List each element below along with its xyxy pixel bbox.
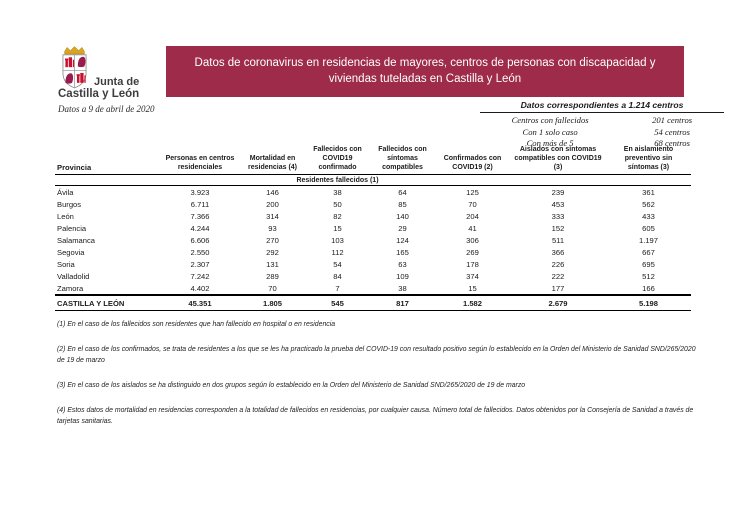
total-value-cell: 1.582	[435, 295, 510, 311]
value-cell: 667	[642, 247, 655, 257]
value-cell: 239	[551, 187, 565, 197]
value-cell: 63	[398, 259, 407, 269]
footnote: (2) En el caso de los confirmados, se trata de residentes a los que se les ha practicado la prueba del COVID-19 con resultado positivo según lo establecido en la Orden del Ministerio de Sanidad SND/265/2020 de 19 de marzo	[57, 346, 696, 364]
value-cell: 166	[642, 283, 655, 293]
summary-row-label: Centros con fallecidos	[511, 115, 589, 125]
value-cell: 85	[398, 199, 407, 209]
province-cell: Zamora	[57, 283, 84, 293]
table-row	[55, 270, 691, 282]
footnotes	[57, 320, 705, 442]
value-cell: 41	[468, 223, 477, 233]
subheader-label: Residentes fallecidos (1)	[240, 175, 435, 186]
value-cell: 2.550	[190, 247, 210, 257]
subheader-spacer	[435, 175, 691, 186]
value-cell: 3.923	[190, 187, 210, 197]
footnote: (1) En el caso de los fallecidos son residentes que han fallecido en hospital o en residencia	[57, 321, 336, 328]
value-cell: 511	[551, 235, 565, 245]
value-cell: 269	[466, 247, 479, 257]
org-name-line1: Junta de	[94, 76, 140, 88]
value-cell: 605	[642, 223, 655, 233]
province-cell: Segovia	[57, 247, 85, 257]
value-cell: 70	[268, 283, 277, 293]
value-cell: 7	[335, 283, 340, 293]
table-row	[55, 186, 691, 199]
value-cell: 82	[333, 211, 342, 221]
value-cell: 50	[333, 199, 342, 209]
value-cell: 84	[333, 271, 342, 281]
table-row	[55, 210, 691, 222]
table-row	[55, 198, 691, 210]
value-cell: 38	[398, 283, 407, 293]
total-label-cell: CASTILLA Y LEÓN	[55, 295, 160, 311]
summary-row-value: 54 centros	[654, 126, 690, 137]
value-cell: 222	[551, 271, 565, 281]
value-cell: 70	[468, 199, 477, 209]
centers-summary-row	[480, 127, 724, 139]
value-cell: 562	[642, 199, 655, 209]
centers-summary-rows	[480, 113, 724, 150]
column-header: Fallecidos con COVID19 confirmado	[305, 146, 370, 175]
title-banner	[166, 46, 684, 97]
value-cell: 124	[396, 235, 409, 245]
subheader-spacer	[55, 175, 240, 186]
value-cell: 2.307	[190, 259, 210, 269]
summary-row-label: Con más de 5	[526, 138, 574, 149]
province-cell: Valladolid	[57, 271, 90, 281]
table-row	[55, 234, 691, 246]
value-cell: 7.242	[190, 271, 210, 281]
org-name-line2: Castilla y León	[58, 88, 140, 100]
value-cell: 112	[331, 247, 344, 257]
total-value-cell: 2.679	[510, 295, 606, 311]
column-header-provincia: Provincia	[55, 146, 160, 175]
value-cell: 177	[551, 283, 565, 293]
province-cell: Palencia	[57, 223, 87, 233]
province-table-wrap	[55, 146, 691, 311]
value-cell: 15	[468, 283, 477, 293]
table-row	[55, 258, 691, 270]
value-cell: 178	[466, 259, 479, 269]
total-value-cell: 5.198	[606, 295, 691, 311]
summary-row-value: 201 centros	[652, 115, 693, 125]
value-cell: 314	[266, 211, 279, 221]
page-title: Datos de coronavirus en residencias de mayores, centros de personas con discapacidad y viviendas tuteladas en Castilla y León	[194, 56, 656, 85]
table-row	[55, 282, 691, 295]
column-header: Aislados con síntomas compatibles con COVID19 (3)	[510, 146, 606, 175]
value-cell: 54	[333, 259, 342, 269]
value-cell: 270	[266, 235, 279, 245]
total-value-cell: 817	[370, 295, 435, 311]
total-value-cell: 45.351	[160, 295, 240, 311]
value-cell: 64	[398, 187, 407, 197]
table-subheader-row	[55, 175, 691, 186]
column-header: Mortalidad en residencias (4)	[240, 146, 305, 175]
footnote: (3) En el caso de los aislados se ha distinguido en dos grupos según lo establecido en la Orden del Ministerio de Sanidad SND/265/2020 de 19 de marzo	[57, 382, 526, 390]
table-header-row	[55, 146, 691, 175]
summary-row-label: Con 1 solo caso	[522, 126, 578, 137]
total-value-cell: 545	[305, 295, 370, 311]
total-value-cell: 1.805	[240, 295, 305, 311]
value-cell: 103	[331, 235, 344, 245]
value-cell: 695	[642, 259, 655, 269]
value-cell: 7.366	[190, 211, 210, 221]
value-cell: 131	[266, 259, 279, 269]
province-cell: León	[57, 211, 74, 221]
value-cell: 4.402	[190, 283, 210, 293]
column-header: Personas en centros residenciales	[160, 146, 240, 175]
centers-summary-row	[480, 115, 724, 127]
value-cell: 306	[466, 235, 479, 245]
value-cell: 289	[266, 271, 279, 281]
data-date-note: Datos a 9 de abril de 2020	[58, 104, 155, 114]
value-cell: 200	[266, 199, 279, 209]
value-cell: 292	[266, 247, 279, 257]
value-cell: 453	[551, 199, 565, 209]
value-cell: 374	[466, 271, 479, 281]
column-header: Fallecidos con síntomas compatibles	[370, 146, 435, 175]
table-row	[55, 222, 691, 234]
value-cell: 6.711	[190, 199, 210, 209]
province-cell: Ávila	[57, 187, 74, 197]
value-cell: 204	[466, 211, 479, 221]
summary-row-value: 68 centros	[654, 138, 690, 149]
province-cell: Salamanca	[57, 235, 95, 245]
column-header: En aislamiento preventivo sin síntomas (3)	[606, 146, 691, 175]
table-body	[55, 186, 691, 296]
value-cell: 226	[551, 259, 565, 269]
table-total-row	[55, 295, 691, 311]
value-cell: 333	[551, 211, 565, 221]
value-cell: 109	[396, 271, 409, 281]
province-cell: Soria	[57, 259, 75, 269]
footnote: (4) Estos datos de mortalidad en residencias corresponden a la totalidad de fallecidos en residencias, por cualquier causa. Número total de fallecidos. Datos obtenidos por la Consejería de Sanidad a través de tarjetas sanitarias.	[57, 407, 694, 425]
province-cell: Burgos	[57, 199, 82, 209]
centers-summary-box	[480, 100, 724, 150]
column-header: Confirmados con COVID19 (2)	[435, 146, 510, 175]
value-cell: 38	[333, 187, 342, 197]
value-cell: 4.244	[190, 223, 210, 233]
table-row	[55, 246, 691, 258]
value-cell: 15	[333, 223, 342, 233]
province-table	[55, 146, 691, 311]
value-cell: 29	[398, 223, 407, 233]
value-cell: 512	[642, 271, 655, 281]
value-cell: 165	[396, 247, 409, 257]
value-cell: 6.606	[190, 235, 210, 245]
value-cell: 146	[266, 187, 279, 197]
value-cell: 361	[642, 187, 655, 197]
value-cell: 125	[466, 187, 479, 197]
value-cell: 93	[268, 223, 277, 233]
centers-summary-title: Datos correspondientes a 1.214 centros	[480, 100, 724, 113]
value-cell: 140	[396, 211, 409, 221]
value-cell: 366	[551, 247, 565, 257]
coat-of-arms-icon	[58, 46, 91, 90]
value-cell: 1.197	[638, 235, 658, 245]
value-cell: 433	[642, 211, 655, 221]
value-cell: 152	[551, 223, 565, 233]
